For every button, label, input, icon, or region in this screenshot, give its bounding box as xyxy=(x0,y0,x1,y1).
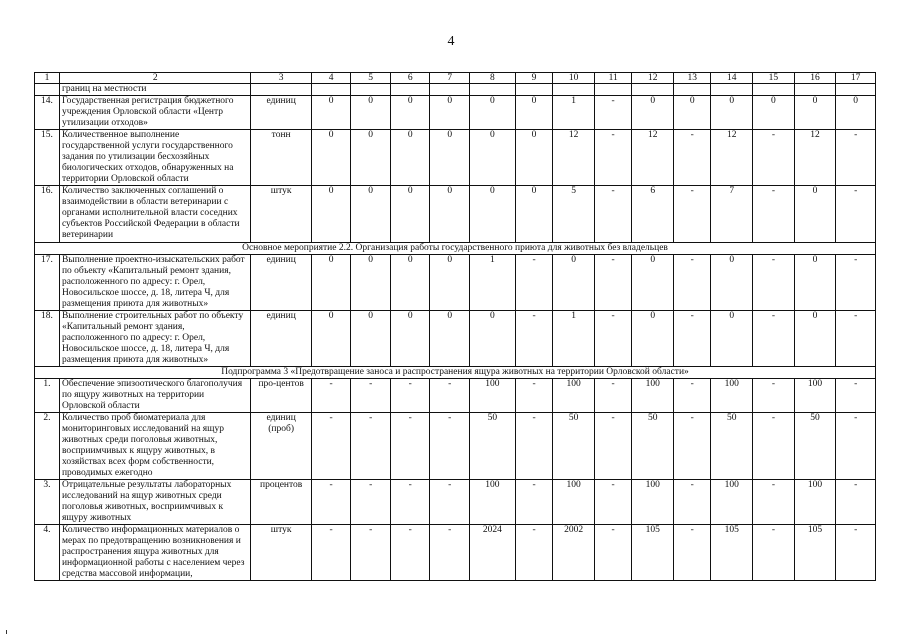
value-cell: 0 xyxy=(470,311,516,367)
value-cell: - xyxy=(351,525,391,581)
value-cell: 5 xyxy=(553,186,595,243)
value-cell: - xyxy=(594,186,631,243)
value-cell: 0 xyxy=(351,311,391,367)
value-cell: - xyxy=(515,379,552,413)
value-cell xyxy=(515,84,552,96)
indicator-name-cell: Количество проб биоматериала для мониторинговых исследований на ящур животных среди поголовья животных, восприимчивых к ящуру животных, в хозяйствах всех форм собственности, проводимых ежегодно xyxy=(59,413,251,480)
value-cell: 100 xyxy=(794,379,836,413)
value-cell xyxy=(674,84,711,96)
unit-cell: про-центов xyxy=(251,379,311,413)
table-row xyxy=(35,130,876,186)
value-cell: 12 xyxy=(632,130,674,186)
page-number: 4 xyxy=(447,34,455,49)
value-cell: 12 xyxy=(711,130,753,186)
value-cell: 100 xyxy=(632,379,674,413)
value-cell: 0 xyxy=(390,130,430,186)
row-number-cell: 15. xyxy=(35,130,60,186)
row-number-cell: 1. xyxy=(35,379,60,413)
value-cell: 0 xyxy=(311,96,351,130)
value-cell: 50 xyxy=(794,413,836,480)
value-cell: 0 xyxy=(351,255,391,311)
value-cell: - xyxy=(594,379,631,413)
value-cell: 0 xyxy=(390,255,430,311)
value-cell xyxy=(470,84,516,96)
section-title: Основное мероприятие 2.2. Организация работы государственного приюта для животных без владельцев xyxy=(35,243,876,255)
indicators-table xyxy=(34,72,876,581)
indicator-name-cell: Обеспечение эпизоотического благополучия по ящуру животных на территории Орловской области xyxy=(59,379,251,413)
column-header: 17 xyxy=(836,73,876,84)
value-cell: 100 xyxy=(470,480,516,525)
value-cell: - xyxy=(836,130,876,186)
value-cell: 105 xyxy=(794,525,836,581)
value-cell: 7 xyxy=(711,186,753,243)
value-cell: - xyxy=(430,525,470,581)
value-cell xyxy=(311,84,351,96)
indicator-name-cell: Выполнение проектно-изыскательских работ по объекту «Капитальный ремонт здания, расположенного по адресу: г. Орел, Новосильское шоссе, д. 18, литера Ч, для размещения приюта для животных» xyxy=(59,255,251,311)
value-cell: 0 xyxy=(470,130,516,186)
value-cell: - xyxy=(515,480,552,525)
column-header: 1 xyxy=(35,73,60,84)
table-row xyxy=(35,84,876,96)
section-row xyxy=(35,367,876,379)
value-cell: - xyxy=(594,480,631,525)
value-cell: 0 xyxy=(311,130,351,186)
value-cell: 0 xyxy=(674,96,711,130)
value-cell: 0 xyxy=(711,96,753,130)
value-cell: - xyxy=(836,480,876,525)
unit-cell: единиц xyxy=(251,255,311,311)
value-cell xyxy=(351,84,391,96)
value-cell: 0 xyxy=(632,96,674,130)
row-number-cell: 18. xyxy=(35,311,60,367)
value-cell: - xyxy=(311,379,351,413)
value-cell: 2024 xyxy=(470,525,516,581)
value-cell: 1 xyxy=(470,255,516,311)
value-cell: 0 xyxy=(311,311,351,367)
unit-cell: процентов xyxy=(251,480,311,525)
value-cell xyxy=(753,84,795,96)
value-cell: - xyxy=(390,379,430,413)
value-cell: - xyxy=(674,311,711,367)
value-cell xyxy=(390,84,430,96)
value-cell xyxy=(553,84,595,96)
unit-cell: единиц (проб) xyxy=(251,413,311,480)
value-cell: - xyxy=(674,480,711,525)
value-cell: 105 xyxy=(711,525,753,581)
value-cell: 0 xyxy=(351,96,391,130)
value-cell: 0 xyxy=(311,186,351,243)
value-cell: - xyxy=(311,480,351,525)
row-number-cell: 3. xyxy=(35,480,60,525)
value-cell: - xyxy=(515,525,552,581)
value-cell: 0 xyxy=(753,96,795,130)
value-cell: 0 xyxy=(470,186,516,243)
value-cell: 0 xyxy=(430,96,470,130)
value-cell xyxy=(430,84,470,96)
column-header: 12 xyxy=(632,73,674,84)
column-header: 14 xyxy=(711,73,753,84)
value-cell: 12 xyxy=(794,130,836,186)
value-cell: - xyxy=(836,525,876,581)
value-cell: 6 xyxy=(632,186,674,243)
value-cell: 0 xyxy=(711,311,753,367)
value-cell: 0 xyxy=(430,255,470,311)
indicator-name-cell: Отрицательные результаты лабораторных исследований на ящур животных среди поголовья животных, восприимчивых к ящуру животных xyxy=(59,480,251,525)
value-cell: 50 xyxy=(632,413,674,480)
indicator-name-cell: Выполнение строительных работ по объекту «Капитальный ремонт здания, расположенного по адресу: г. Орел, Новосильское шоссе, д. 18, литера Ч, для размещения приюта для животных» xyxy=(59,311,251,367)
value-cell xyxy=(711,84,753,96)
value-cell: 0 xyxy=(794,311,836,367)
value-cell: - xyxy=(430,379,470,413)
table-row xyxy=(35,255,876,311)
value-cell: 0 xyxy=(390,311,430,367)
value-cell: - xyxy=(674,413,711,480)
value-cell: - xyxy=(430,413,470,480)
value-cell: - xyxy=(753,186,795,243)
unit-cell: штук xyxy=(251,525,311,581)
value-cell xyxy=(794,84,836,96)
value-cell: - xyxy=(390,525,430,581)
value-cell: 0 xyxy=(836,96,876,130)
table-row xyxy=(35,96,876,130)
value-cell: - xyxy=(836,413,876,480)
value-cell: - xyxy=(594,525,631,581)
value-cell: 0 xyxy=(311,255,351,311)
column-header: 4 xyxy=(311,73,351,84)
scan-mark xyxy=(6,630,7,634)
value-cell: 1 xyxy=(553,311,595,367)
value-cell: - xyxy=(674,186,711,243)
value-cell: 0 xyxy=(632,311,674,367)
column-header: 6 xyxy=(390,73,430,84)
column-header: 3 xyxy=(251,73,311,84)
value-cell: - xyxy=(753,379,795,413)
indicator-name-cell: Количественное выполнение государственной услуги государственного задания по утилизации бесхозяйных биологических отходов, обнаруженных на территории Орловской области xyxy=(59,130,251,186)
row-number-cell xyxy=(35,84,60,96)
value-cell: 0 xyxy=(711,255,753,311)
table-header-row xyxy=(35,73,876,84)
column-header: 8 xyxy=(470,73,516,84)
column-header: 9 xyxy=(515,73,552,84)
value-cell: - xyxy=(515,255,552,311)
value-cell: - xyxy=(594,311,631,367)
row-number-cell: 16. xyxy=(35,186,60,243)
value-cell: - xyxy=(311,413,351,480)
value-cell xyxy=(632,84,674,96)
value-cell: - xyxy=(351,413,391,480)
value-cell: 50 xyxy=(470,413,516,480)
value-cell: - xyxy=(515,311,552,367)
value-cell: 0 xyxy=(430,130,470,186)
value-cell: 12 xyxy=(553,130,595,186)
unit-cell: тонн xyxy=(251,130,311,186)
table-row xyxy=(35,413,876,480)
row-number-cell: 17. xyxy=(35,255,60,311)
value-cell: 0 xyxy=(794,186,836,243)
value-cell: 100 xyxy=(711,379,753,413)
value-cell: 100 xyxy=(632,480,674,525)
column-header: 10 xyxy=(553,73,595,84)
row-number-cell: 4. xyxy=(35,525,60,581)
value-cell: 100 xyxy=(470,379,516,413)
value-cell: - xyxy=(311,525,351,581)
value-cell: 0 xyxy=(430,186,470,243)
unit-cell: штук xyxy=(251,186,311,243)
value-cell: - xyxy=(390,480,430,525)
row-number-cell: 14. xyxy=(35,96,60,130)
unit-cell xyxy=(251,84,311,96)
table-row xyxy=(35,186,876,243)
value-cell: 0 xyxy=(351,130,391,186)
table-row xyxy=(35,480,876,525)
value-cell: - xyxy=(753,255,795,311)
table-row xyxy=(35,311,876,367)
value-cell: 0 xyxy=(515,96,552,130)
row-number-cell: 2. xyxy=(35,413,60,480)
table-row xyxy=(35,525,876,581)
value-cell: 50 xyxy=(711,413,753,480)
value-cell: 0 xyxy=(794,255,836,311)
table-body xyxy=(35,84,876,581)
table-row xyxy=(35,379,876,413)
indicator-name-cell: границ на местности xyxy=(59,84,251,96)
value-cell: - xyxy=(674,255,711,311)
value-cell: 0 xyxy=(351,186,391,243)
value-cell: - xyxy=(753,525,795,581)
value-cell: - xyxy=(753,480,795,525)
column-header: 7 xyxy=(430,73,470,84)
value-cell: - xyxy=(753,130,795,186)
value-cell: - xyxy=(594,413,631,480)
section-title: Подпрограмма 3 «Предотвращение заноса и распространения ящура животных на территории Орловской области» xyxy=(35,367,876,379)
value-cell: 0 xyxy=(553,255,595,311)
value-cell: - xyxy=(674,379,711,413)
value-cell: - xyxy=(594,96,631,130)
unit-cell: единиц xyxy=(251,96,311,130)
value-cell: - xyxy=(836,255,876,311)
value-cell: 0 xyxy=(794,96,836,130)
column-header: 13 xyxy=(674,73,711,84)
value-cell: - xyxy=(753,311,795,367)
value-cell: - xyxy=(594,130,631,186)
value-cell xyxy=(836,84,876,96)
indicator-name-cell: Государственная регистрация бюджетного учреждения Орловской области «Центр утилизации отходов» xyxy=(59,96,251,130)
section-row xyxy=(35,243,876,255)
value-cell: - xyxy=(674,130,711,186)
value-cell: 105 xyxy=(632,525,674,581)
value-cell: 0 xyxy=(470,96,516,130)
value-cell: 100 xyxy=(711,480,753,525)
value-cell: - xyxy=(594,255,631,311)
value-cell: - xyxy=(836,379,876,413)
value-cell: 50 xyxy=(553,413,595,480)
value-cell: 100 xyxy=(794,480,836,525)
indicator-name-cell: Количество информационных материалов о мерах по предотвращению возникновения и распространения ящура животных для информационной работы с населением через средства массовой информации, xyxy=(59,525,251,581)
column-header: 5 xyxy=(351,73,391,84)
value-cell: - xyxy=(674,525,711,581)
value-cell: 0 xyxy=(430,311,470,367)
value-cell: 2002 xyxy=(553,525,595,581)
value-cell: 0 xyxy=(632,255,674,311)
value-cell: 100 xyxy=(553,480,595,525)
value-cell: - xyxy=(515,413,552,480)
column-header: 2 xyxy=(59,73,251,84)
value-cell: - xyxy=(836,186,876,243)
column-header: 11 xyxy=(594,73,631,84)
value-cell: 100 xyxy=(553,379,595,413)
column-header: 16 xyxy=(794,73,836,84)
column-header: 15 xyxy=(753,73,795,84)
indicator-name-cell: Количество заключенных соглашений о взаимодействии в области ветеринарии с органами исполнительной власти соседних субъектов Российской Федерации в области ветеринарии xyxy=(59,186,251,243)
value-cell: - xyxy=(351,379,391,413)
value-cell: 0 xyxy=(390,186,430,243)
value-cell: 0 xyxy=(515,186,552,243)
value-cell: - xyxy=(836,311,876,367)
value-cell: - xyxy=(390,413,430,480)
value-cell: - xyxy=(351,480,391,525)
unit-cell: единиц xyxy=(251,311,311,367)
value-cell: 1 xyxy=(553,96,595,130)
value-cell: 0 xyxy=(515,130,552,186)
value-cell: 0 xyxy=(390,96,430,130)
value-cell xyxy=(594,84,631,96)
value-cell: - xyxy=(430,480,470,525)
value-cell: - xyxy=(753,413,795,480)
